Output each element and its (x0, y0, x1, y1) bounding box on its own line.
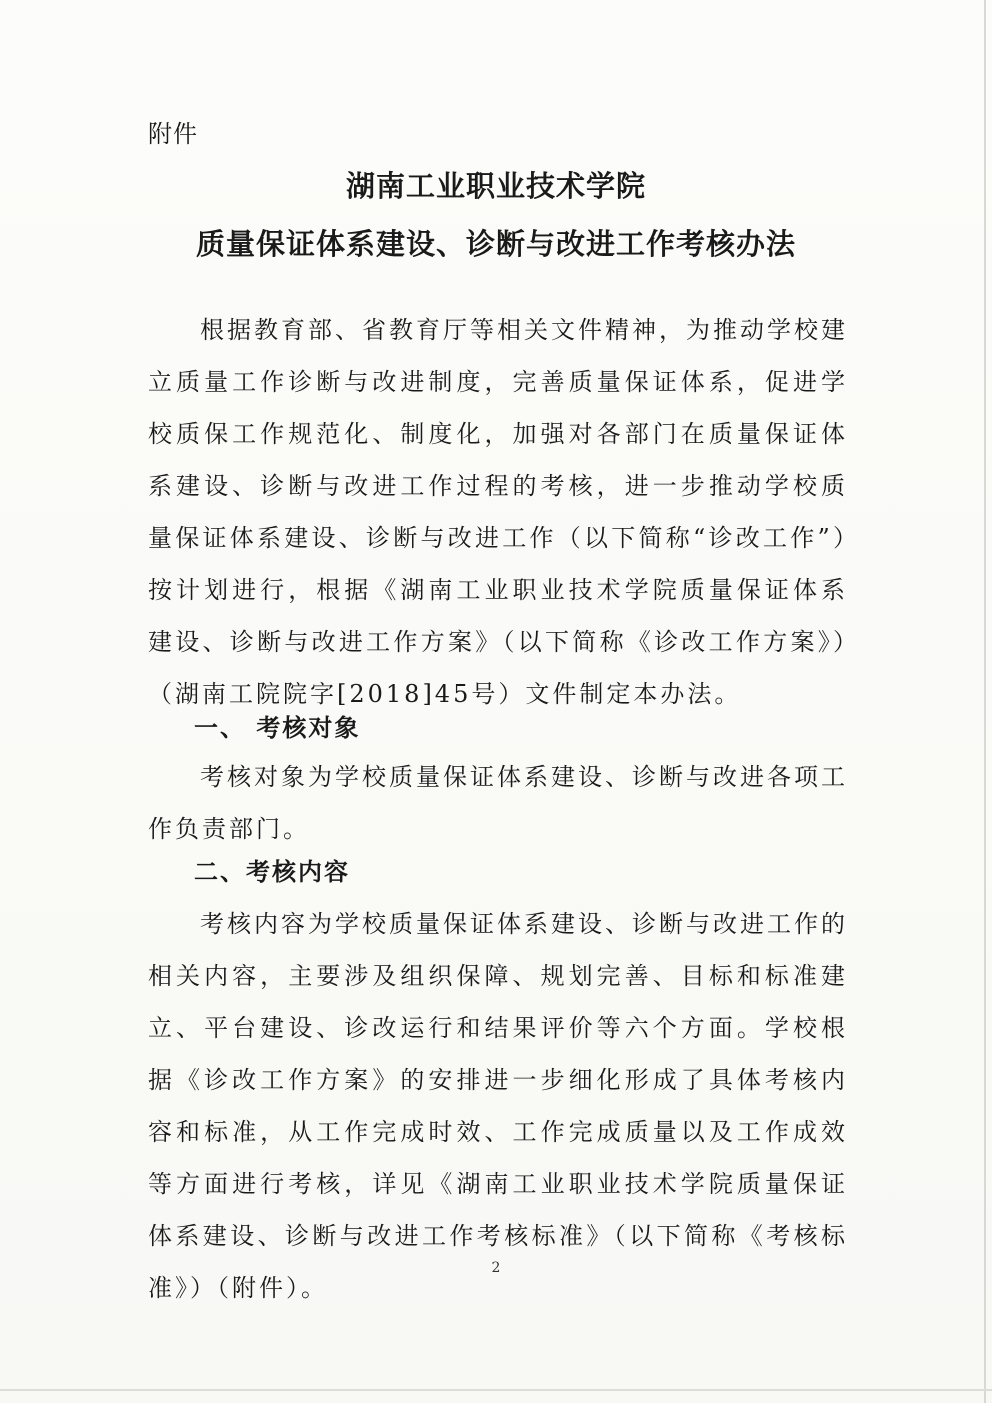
section2-paragraph: 考核内容为学校质量保证体系建设、诊断与改进工作的相关内容，主要涉及组织保障、规划完善、目标和标准建立、平台建设、诊改运行和结果评价等六个方面。学校根据《诊改工作方案》的安排进一步细化形成了具体考核内容和标准，从工作完成时效、工作完成质量以及工作成效等方面进行考核，详见《湖南工业职业技术学院质量保证体系建设、诊断与改进工作考核标准》（以下简称《考核标准》）（附件）。 (148, 910, 848, 1302)
intro-paragraph: 根据教育部、省教育厅等相关文件精神，为推动学校建立质量工作诊断与改进制度，完善质量保证体系，促进学校质保工作规范化、制度化，加强对各部门在质量保证体系建设、诊断与改进工作过程的考核，进一步推动学校质量保证体系建设、诊断与改进工作（以下简称“诊改工作”）按计划进行，根据《湖南工业职业技术学院质量保证体系建设、诊断与改进工作方案》（以下简称《诊改工作方案》）（湖南工院院字[2018]45号）文件制定本办法。 (148, 316, 848, 708)
document-title-line2: 质量保证体系建设、诊断与改进工作考核办法 (195, 227, 796, 261)
scan-edge-right (984, 0, 986, 1403)
scan-edge-bottom (0, 1389, 992, 1391)
section2-heading: 二、考核内容 (194, 857, 350, 886)
page-number: 2 (491, 1260, 501, 1276)
attachment-label: 附件 (148, 120, 198, 148)
section1-heading: 一、 考核对象 (194, 713, 361, 742)
document-title-line1: 湖南工业职业技术学院 (345, 169, 646, 203)
section1-paragraph: 考核对象为学校质量保证体系建设、诊断与改进各项工作负责部门。 (148, 763, 848, 843)
